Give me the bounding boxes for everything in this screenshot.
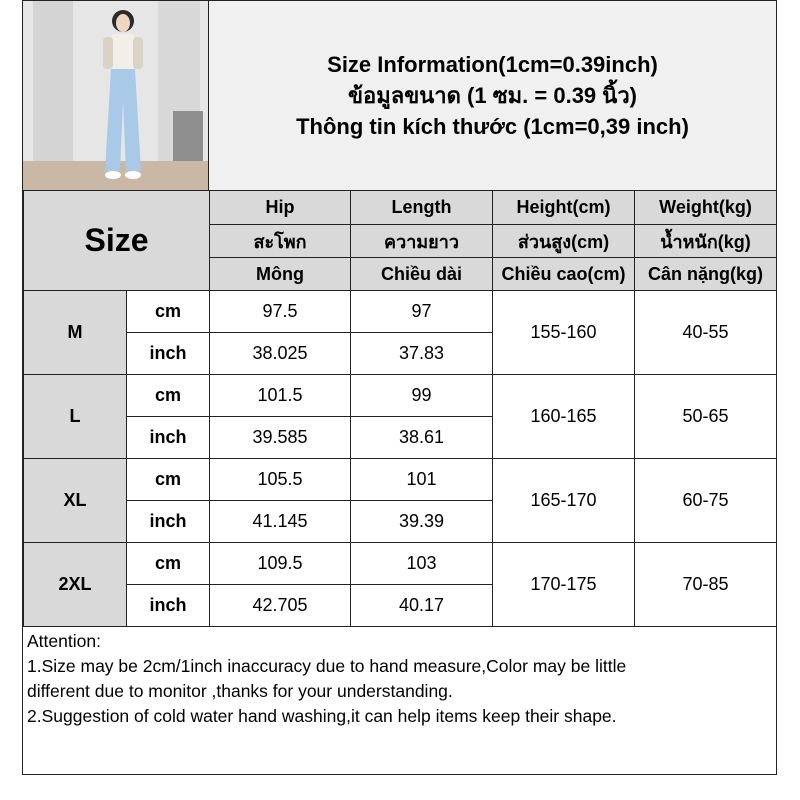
unit-inch: inch xyxy=(127,333,210,375)
hip-cm-value: 109.5 xyxy=(210,543,351,585)
col-weight-th: น้ำหนัก(kg) xyxy=(635,225,777,258)
size-chart xyxy=(22,0,777,775)
hip-inch-value: 38.025 xyxy=(210,333,351,375)
unit-inch: inch xyxy=(127,417,210,459)
length-cm-value: 103 xyxy=(351,543,493,585)
col-hip-vi: Mông xyxy=(210,258,351,291)
size-info-title-block xyxy=(209,1,776,191)
col-length-en: Length xyxy=(351,191,493,225)
weight-value: 70-85 xyxy=(635,543,777,627)
length-inch-value: 37.83 xyxy=(351,333,493,375)
length-cm-value: 101 xyxy=(351,459,493,501)
hip-inch-value: 41.145 xyxy=(210,501,351,543)
col-height-th: ส่วนสูง(cm) xyxy=(493,225,635,258)
col-weight-vi: Cân nặng(kg) xyxy=(635,258,777,291)
table-row xyxy=(24,291,777,333)
col-weight-en: Weight(kg) xyxy=(635,191,777,225)
size-table xyxy=(23,190,777,627)
size-l: L xyxy=(24,375,127,459)
weight-value: 40-55 xyxy=(635,291,777,375)
length-inch-value: 40.17 xyxy=(351,585,493,627)
attention-notes xyxy=(27,629,772,729)
hip-cm-value: 105.5 xyxy=(210,459,351,501)
length-cm-value: 99 xyxy=(351,375,493,417)
hip-cm-value: 97.5 xyxy=(210,291,351,333)
col-hip-th: สะโพก xyxy=(210,225,351,258)
length-inch-value: 39.39 xyxy=(351,501,493,543)
weight-value: 50-65 xyxy=(635,375,777,459)
header-row-english xyxy=(24,191,777,225)
unit-cm: cm xyxy=(127,459,210,501)
col-height-vi: Chiều cao(cm) xyxy=(493,258,635,291)
note-line: different due to monitor ,thanks for your understanding. xyxy=(27,681,453,701)
size-m: M xyxy=(24,291,127,375)
hip-inch-value: 39.585 xyxy=(210,417,351,459)
table-row xyxy=(24,543,777,585)
title-vietnamese: Thông tin kích thước (1cm=0,39 inch) xyxy=(296,114,689,139)
note-line: 1.Size may be 2cm/1inch inaccuracy due to hand measure,Color may be little xyxy=(27,656,627,676)
col-length-vi: Chiều dài xyxy=(351,258,493,291)
length-cm-value: 97 xyxy=(351,291,493,333)
col-height-en: Height(cm) xyxy=(493,191,635,225)
unit-cm: cm xyxy=(127,291,210,333)
note-line: 2.Suggestion of cold water hand washing,it can help items keep their shape. xyxy=(27,706,617,726)
table-row xyxy=(24,375,777,417)
hip-cm-value: 101.5 xyxy=(210,375,351,417)
length-inch-value: 38.61 xyxy=(351,417,493,459)
size-xl: XL xyxy=(24,459,127,543)
product-photo xyxy=(23,1,209,191)
height-value: 160-165 xyxy=(493,375,635,459)
title-thai: ข้อมูลขนาด (1 ซม. = 0.39 นิ้ว) xyxy=(347,83,637,108)
size-header: Size xyxy=(24,191,210,291)
size-2xl: 2XL xyxy=(24,543,127,627)
height-value: 165-170 xyxy=(493,459,635,543)
unit-cm: cm xyxy=(127,375,210,417)
model-wearing-jeans-image xyxy=(23,1,209,191)
col-length-th: ความยาว xyxy=(351,225,493,258)
unit-inch: inch xyxy=(127,501,210,543)
weight-value: 60-75 xyxy=(635,459,777,543)
unit-cm: cm xyxy=(127,543,210,585)
height-value: 170-175 xyxy=(493,543,635,627)
hip-inch-value: 42.705 xyxy=(210,585,351,627)
height-value: 155-160 xyxy=(493,291,635,375)
title-english: Size Information(1cm=0.39inch) xyxy=(327,52,658,77)
col-hip-en: Hip xyxy=(210,191,351,225)
unit-inch: inch xyxy=(127,585,210,627)
notes-heading: Attention: xyxy=(27,631,101,651)
table-row xyxy=(24,459,777,501)
